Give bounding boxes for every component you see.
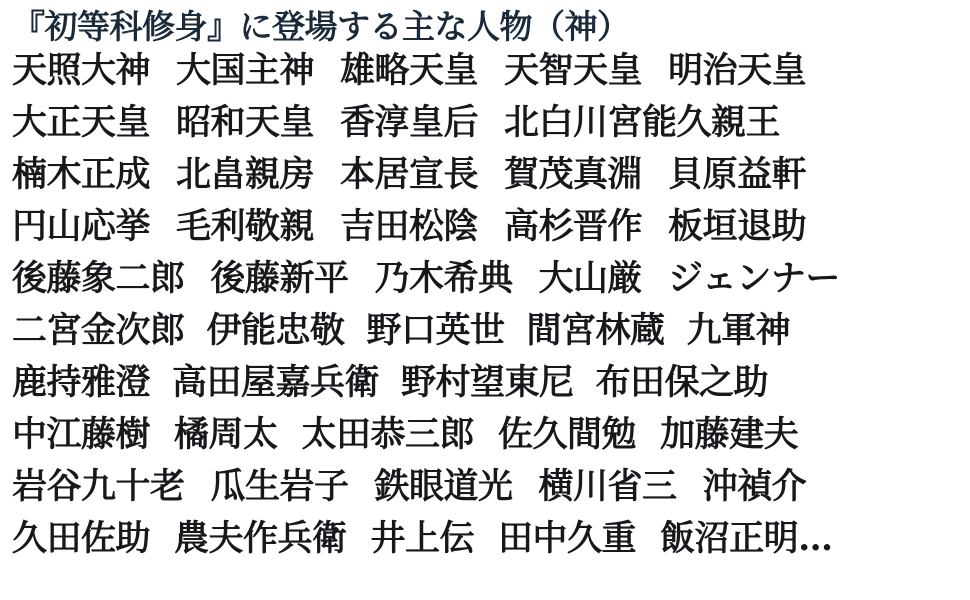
person-name: 明治天皇 [668,50,807,92]
person-name: 井上伝 [370,518,475,560]
name-row [10,206,960,261]
name-list [10,50,960,600]
person-name: 岩谷九十老 [12,466,185,508]
name-row [10,362,960,417]
person-name: 佐久間勉 [498,414,637,456]
person-name: 中江藤樹 [12,414,151,456]
person-name: 二宮金次郎 [12,310,185,352]
person-name: 賀茂真淵 [504,154,643,196]
person-name: 貝原益軒 [668,154,807,196]
person-name: 楠木正成 [12,154,151,196]
person-name: 天照大神 [12,50,151,92]
person-name: 太田恭三郎 [301,414,475,456]
person-name: 橘周太 [174,414,278,456]
person-name: 飯沼正明… [660,518,833,560]
person-name: 野村望東尼 [401,362,574,404]
person-name: 高杉晋作 [504,206,643,248]
person-name: 北白川宮能久親王 [504,102,781,144]
name-row [10,310,960,365]
person-name: 大正天皇 [12,102,151,144]
person-name: 高田屋嘉兵衛 [172,362,380,404]
name-row [10,154,960,209]
person-name: 円山応挙 [12,206,151,248]
name-row [10,102,960,157]
person-name: 乃木希典 [374,258,513,300]
person-name: 大山厳 [538,258,643,300]
person-name: 九軍神 [686,310,791,352]
name-row [10,258,960,313]
name-row [10,518,960,573]
person-name: 沖禎介 [702,466,807,508]
person-name: 後藤新平 [210,258,349,300]
person-name: 天智天皇 [504,50,643,92]
person-name: 雄略天皇 [340,50,479,92]
person-name: 北畠親房 [176,154,315,196]
person-name: 加藤建夫 [660,414,799,456]
person-name: 布田保之助 [595,362,769,404]
person-name: 瓜生岩子 [210,466,349,508]
person-name: 後藤象二郎 [12,258,185,300]
name-row [10,414,960,469]
person-name: 昭和天皇 [176,102,315,144]
name-row [10,466,960,521]
person-name: 吉田松陰 [340,206,479,248]
person-name: 田中久重 [498,518,637,560]
person-name: 野口英世 [366,310,505,352]
person-name: 農夫作兵衛 [174,518,347,560]
name-row [10,50,960,105]
person-name: 久田佐助 [12,518,151,560]
person-name: 本居宣長 [340,154,479,196]
person-name: 横川省三 [538,466,677,508]
person-name: ジェンナー [668,258,840,300]
person-name: 大国主神 [176,50,315,92]
person-name: 毛利敬親 [176,206,315,248]
person-name: 鉄眼道光 [374,466,513,508]
person-name: 板垣退助 [668,206,807,248]
person-name: 間宮林蔵 [526,310,665,352]
person-name: 鹿持雅澄 [12,362,151,404]
page-title: 『初等科修身』に登場する主な人物（神） [12,7,630,46]
person-name: 香淳皇后 [340,102,479,144]
person-name: 伊能忠敬 [206,310,345,352]
